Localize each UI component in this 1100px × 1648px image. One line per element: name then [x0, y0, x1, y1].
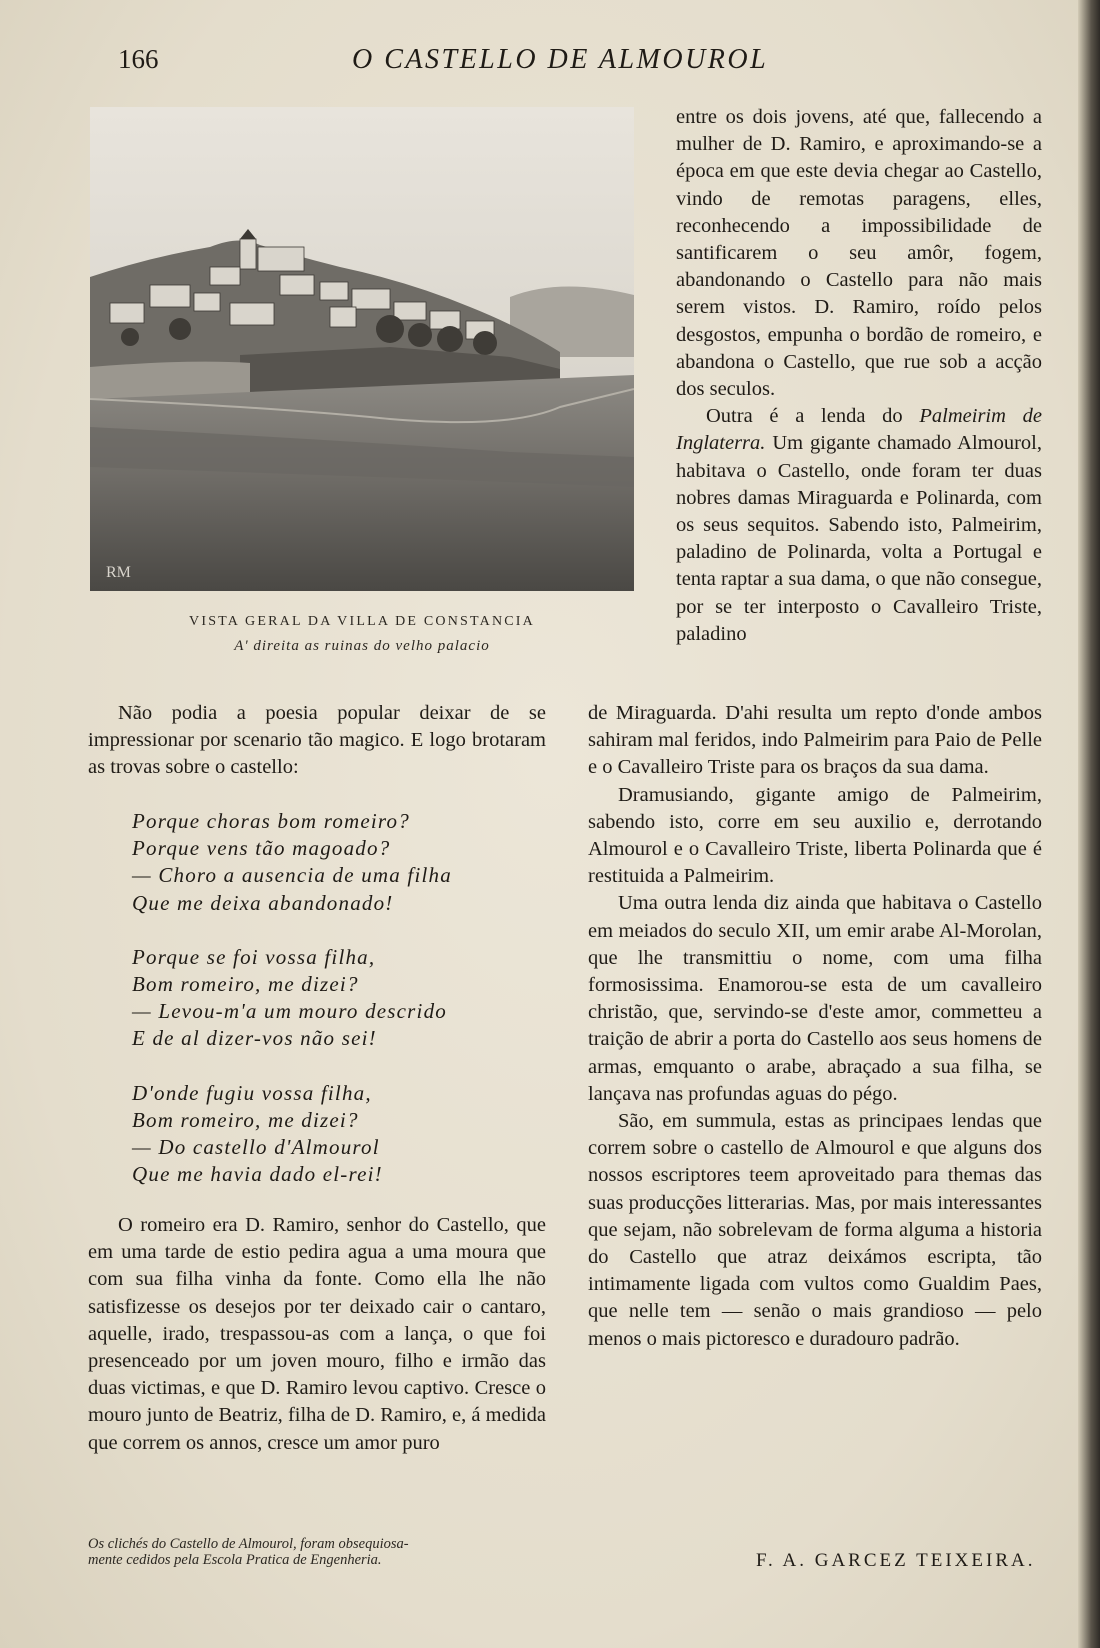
caption-title: VISTA GERAL DA VILLA DE CONSTANCIA — [189, 614, 535, 629]
legend-text: Um gigante chamado Almourol, habitava o Castello, onde foram ter duas nobres damas Miraguarda e Polinarda, com os seus sequitos. Sabendo isto, Palmeirim, paladino de Polinarda, volta a Portugal e tenta raptar a sua dama, o que não consegue, por se ter interposto o Cavalleiro Triste, paladino — [676, 432, 1042, 645]
verses-block — [132, 808, 552, 1215]
photo-watermark: RM — [106, 564, 131, 581]
verse-line: — Choro a ausencia de uma filha — [132, 863, 452, 888]
right-column-main — [588, 700, 1042, 1353]
stanza — [132, 1080, 552, 1189]
verse-line: — Levou-m'a um mouro descrido — [132, 999, 447, 1024]
verse-line: D'onde fugiu vossa filha, — [132, 1080, 372, 1105]
verse-line: Bom romeiro, me dizei? — [132, 972, 359, 997]
stanza — [132, 944, 552, 1053]
verse-line: Porque choras bom romeiro? — [132, 809, 410, 833]
verse-line: Porque vens tão magoado? — [132, 836, 391, 861]
photo-illustration — [90, 107, 634, 591]
legend-title: Palmeirim de Inglaterra. — [676, 405, 1042, 455]
left-column-story — [88, 1212, 546, 1457]
village-photograph — [90, 107, 634, 591]
paragraph: de Miraguarda. D'ahi resulta um repto d'onde ambos sahiram mal feridos, indo Palmeirim para Paio de Pelle e o Cavalleiro Triste para os braços da sua dama. — [588, 702, 1042, 779]
paragraph: Dramusiando, gigante amigo de Palmeirim, sabendo isto, corre em seu auxilio e, derrotando Almourol e o Cavalleiro Triste, liberta Polinarda que é restituida a Palmeirim. — [588, 783, 1042, 888]
paragraph: São, em summula, estas as principaes lendas que correm sobre o castello de Almourol e que alguns dos nossos escriptores teem aproveitado para themas das suas producções litterarias. Mas, por mais interessantes que sejam, não sobrelevam de forma alguma a historia do Castello que atraz deixámos escripta, tão intimamente ligada com vultos como Gualdim Paes, que nelle tem — senão o mais grandioso — pelo menos o mais pictoresco e duradouro padrão. — [588, 1110, 1042, 1350]
page-header — [0, 44, 1100, 84]
legend-paragraph — [676, 403, 1042, 648]
verse-line: Que me deixa abandonado! — [132, 890, 394, 915]
page-number: 166 — [118, 44, 159, 74]
footnote-line: mente cedidos pela Escola Pratica de Engenheria. — [88, 1552, 382, 1568]
footnote — [88, 1536, 558, 1568]
legend-prefix: Outra é a lenda do — [706, 405, 920, 428]
paragraph: Uma outra lenda diz ainda que habitava o Castello em meiados do seculo XII, um emir arabe Al-Morolan, que lhe transmittiu o nome, com uma filha formosissima. Enamorou-se esta de um cavalleiro christão, que, servindo-se d'este amor, commetteu a traição de abrir a porta do Castello aos seus homens de armas, emquanto o arabe, abraçado a sua filha, se lançava nas profundas aguas do pégo. — [588, 892, 1042, 1105]
verse-line: — Do castello d'Almourol — [132, 1135, 380, 1160]
verse-line: Bom romeiro, me dizei? — [132, 1107, 359, 1132]
intro-paragraph: Não podia a poesia popular deixar de se impressionar por scenario tão magico. E logo brotaram as trovas sobre o castello: — [88, 702, 546, 779]
stanza — [132, 808, 552, 917]
figure-caption — [90, 614, 634, 655]
caption-subtitle: A' direita as ruinas do velho palacio — [234, 638, 490, 654]
verse-line: E de al dizer-vos não sei! — [132, 1026, 377, 1051]
story-paragraph: O romeiro era D. Ramiro, senhor do Castello, que em uma tarde de estio pedira agua a uma moura que com sua filha vinha da fonte. Como ella lhe não satisfizesse os desejos por ter deixado cair o cantaro, aquelle, irado, trespassou-as com a lança, o que foi presenceado por um joven mouro, filho e irmão das duas victimas, e que D. Ramiro levou captivo. Cresce o mouro junto de Beatriz, filha de D. Ramiro, e, á medida que correm os annos, cresce um amor puro — [88, 1214, 546, 1454]
right-column-top — [676, 104, 1042, 648]
continued-paragraph: entre os dois jovens, até que, fallecendo a mulher de D. Ramiro, e aproximando-se a época em que este devia chegar ao Castello, vindo de remotas paragens, elles, reconhecendo a impossibilidade de santificarem o seu amôr, fogem, abandonando o Castello para não mais serem vistos. D. Ramiro, roído pelos desgostos, empunha o bordão de romeiro, e abandona o Castello, que rue sob a acção dos seculos. — [676, 106, 1042, 401]
running-title: O CASTELLO DE ALMOUROL — [352, 44, 769, 75]
author-signature: F. A. GARCEZ TEIXEIRA. — [756, 1550, 1036, 1571]
facing-page-edge — [1078, 0, 1100, 1648]
verse-line: Que me havia dado el-rei! — [132, 1162, 383, 1187]
footnote-line: Os clichés do Castello de Almourol, foram obsequiosa- — [88, 1536, 409, 1552]
verse-line: Porque se foi vossa filha, — [132, 944, 376, 969]
left-column-intro — [88, 700, 546, 782]
